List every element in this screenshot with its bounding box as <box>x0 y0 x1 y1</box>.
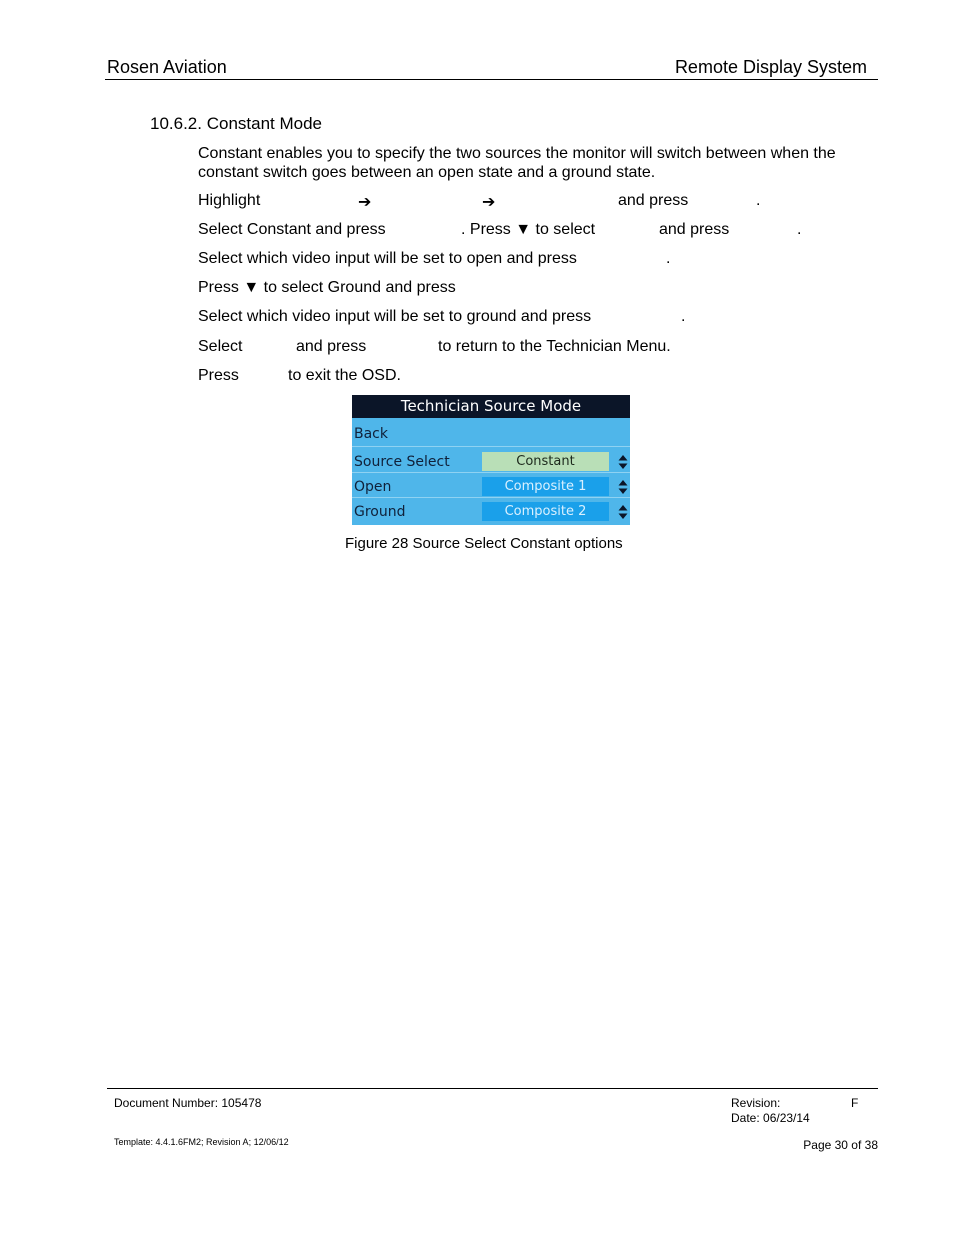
footer-divider <box>107 1088 878 1089</box>
footer-template: Template: 4.4.1.6FM2; Revision A; 12/06/12 <box>114 1137 289 1147</box>
step-5-text-a: Select which video input will be set to ground and press <box>198 308 592 325</box>
step-2-text-b: . Press ▼ to select <box>461 221 596 238</box>
osd-row-label: Ground <box>354 504 406 520</box>
step-5-period: . <box>681 308 686 325</box>
osd-title: Technician Source Mode <box>352 395 630 418</box>
header-company: Rosen Aviation <box>107 57 227 77</box>
footer-page-number: Page 30 of 38 <box>803 1138 878 1152</box>
step-2-text-a: Select Constant and press <box>198 221 386 238</box>
footer-revision-label: Revision: <box>731 1096 781 1110</box>
step-6-text-b: and press <box>296 338 367 355</box>
osd-row-open <box>352 475 630 499</box>
osd-row-label: Back <box>354 426 388 442</box>
step-6-text-c: to return to the Technician Menu. <box>438 338 671 355</box>
osd-row-back <box>352 422 630 446</box>
up-down-arrows-icon <box>618 479 628 495</box>
arrow-right-icon: ➔ <box>482 194 496 211</box>
step-1-text-a: Highlight <box>198 192 261 209</box>
figure-caption: Figure 28 Source Select Constant options <box>345 535 623 552</box>
osd-divider <box>352 446 630 447</box>
up-down-arrows-icon <box>618 504 628 520</box>
osd-row-label: Open <box>354 479 392 495</box>
up-down-arrows-icon <box>618 454 628 470</box>
step-3-period: . <box>666 250 671 267</box>
osd-value-selected: Constant <box>482 452 609 471</box>
osd-row-source-select <box>352 450 630 474</box>
step-7-text-a: Press <box>198 367 239 384</box>
step-2-text-c: and press <box>659 221 730 238</box>
footer-revision-value: F <box>851 1096 859 1110</box>
section-title: 10.6.2. Constant Mode <box>150 114 323 133</box>
osd-screenshot <box>352 395 630 525</box>
osd-row-label: Source Select <box>354 454 450 470</box>
footer-date: Date: 06/23/14 <box>731 1111 810 1125</box>
osd-value: Composite 2 <box>482 502 609 521</box>
step-2-period: . <box>797 221 802 238</box>
header-divider <box>105 79 878 80</box>
osd-value: Composite 1 <box>482 477 609 496</box>
header-product: Remote Display System <box>674 57 867 77</box>
osd-divider <box>352 472 630 473</box>
step-3-text-a: Select which video input will be set to open and press <box>198 250 577 267</box>
step-7-text-b: to exit the OSD. <box>288 367 401 384</box>
osd-row-ground <box>352 500 630 524</box>
step-1-period: . <box>756 192 761 209</box>
step-6-text-a: Select <box>198 338 243 355</box>
step-4-text: Press ▼ to select Ground and press <box>198 279 456 296</box>
step-1-text-b: and press <box>618 192 689 209</box>
osd-divider <box>352 497 630 498</box>
arrow-right-icon: ➔ <box>358 194 372 211</box>
footer-doc-number: Document Number: 105478 <box>114 1096 262 1110</box>
section-intro: Constant enables you to specify the two sources the monitor will switch between when the constant switch goes between an open state and a ground state. <box>198 145 836 181</box>
